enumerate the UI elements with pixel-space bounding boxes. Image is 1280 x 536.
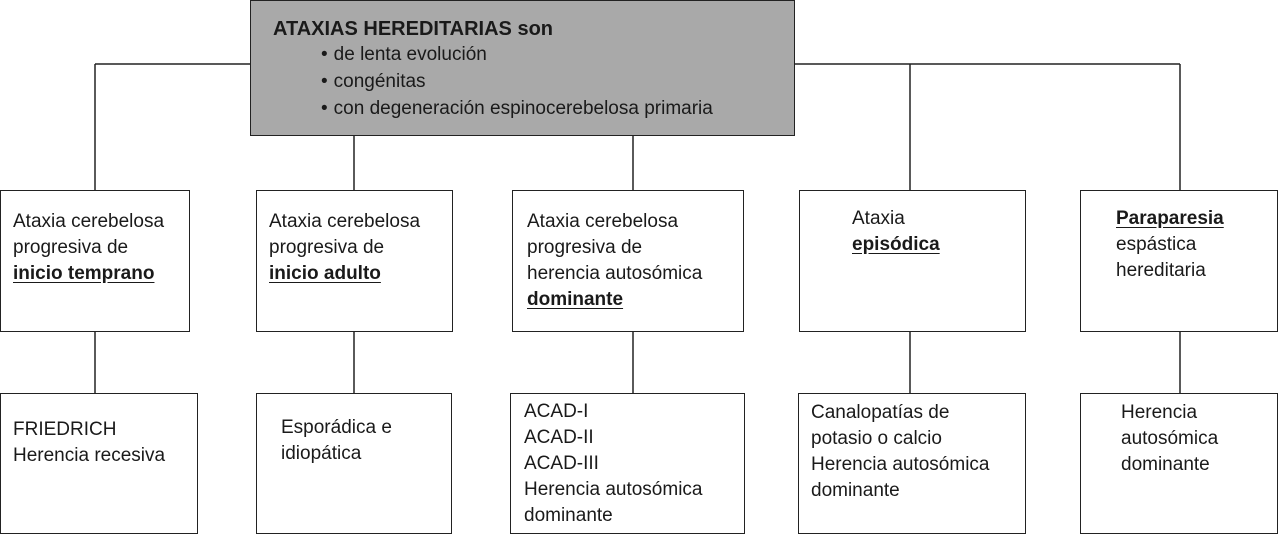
detail-text: idiopática xyxy=(281,443,362,464)
category-text: Ataxia xyxy=(852,208,905,229)
detail-text: ACAD-II xyxy=(524,427,594,448)
category-emphasis: dominante xyxy=(527,289,624,310)
category-text: progresiva de xyxy=(269,237,385,258)
category-emphasis: inicio adulto xyxy=(269,263,381,284)
detail-text: ACAD-III xyxy=(524,453,599,474)
detail-box-autosomal-dominant xyxy=(1080,393,1278,534)
category-emphasis: episódica xyxy=(852,234,940,255)
detail-text: Herencia recesiva xyxy=(13,445,166,466)
category-text: progresiva de xyxy=(13,237,129,258)
detail-text: Herencia autosómica xyxy=(811,454,990,475)
root-bullet: • de lenta evolución xyxy=(321,42,713,69)
detail-text: Canalopatías de xyxy=(811,402,950,423)
detail-text: dominante xyxy=(524,505,613,526)
root-title: ATAXIAS HEREDITARIAS son xyxy=(273,18,554,40)
category-box-episodic xyxy=(799,190,1026,332)
category-box-adult-onset xyxy=(256,190,453,332)
category-text: progresiva de xyxy=(527,237,643,258)
category-text: hereditaria xyxy=(1116,260,1206,281)
detail-box-channelopathies xyxy=(798,393,1026,534)
category-text: herencia autosómica xyxy=(527,263,703,284)
category-emphasis: inicio temprano xyxy=(13,263,155,284)
category-box-early-onset xyxy=(0,190,190,332)
category-box-dominant xyxy=(512,190,744,332)
category-text: Ataxia cerebelosa xyxy=(13,211,165,232)
detail-text: Herencia autosómica xyxy=(524,479,703,500)
root-bullet-list xyxy=(321,42,713,123)
detail-text: autosómica xyxy=(1121,428,1219,449)
detail-text: dominante xyxy=(1121,454,1210,475)
detail-text: ACAD-I xyxy=(524,401,589,422)
root-bullet: • congénitas xyxy=(321,69,713,96)
category-text: Ataxia cerebelosa xyxy=(269,211,421,232)
detail-text: Esporádica e xyxy=(281,417,392,438)
category-box-paraparesis xyxy=(1080,190,1278,332)
detail-text: dominante xyxy=(811,480,900,501)
root-bullet: • con degeneración espinocerebelosa primaria xyxy=(321,96,713,123)
detail-text: FRIEDRICH xyxy=(13,419,117,440)
category-text: espástica xyxy=(1116,234,1197,255)
category-text: Ataxia cerebelosa xyxy=(527,211,679,232)
root-box xyxy=(250,0,795,136)
detail-text: Herencia xyxy=(1121,402,1198,423)
category-emphasis: Paraparesia xyxy=(1116,208,1224,229)
detail-box-friedrich xyxy=(0,393,198,534)
detail-text: potasio o calcio xyxy=(811,428,942,449)
detail-box-acad xyxy=(510,393,745,534)
detail-box-sporadic xyxy=(256,393,452,534)
